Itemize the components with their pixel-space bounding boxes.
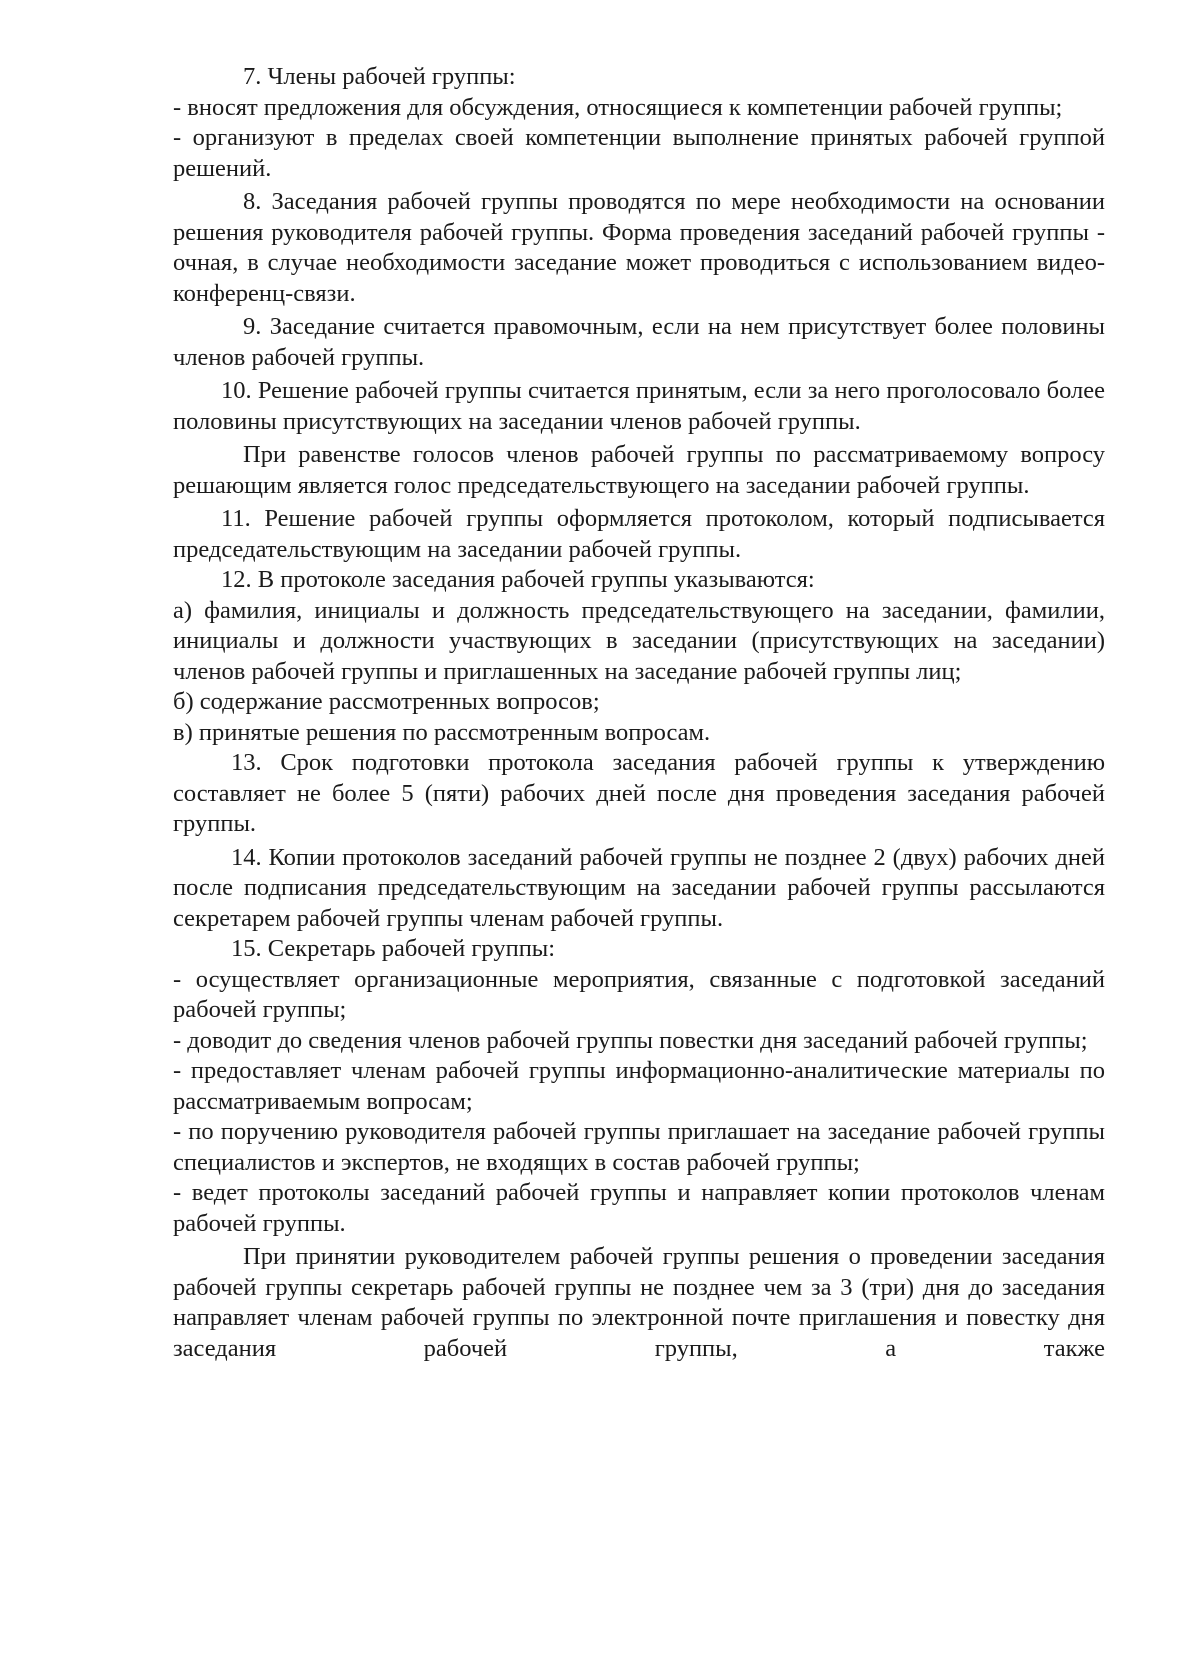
paragraph-item-10: 10. Решение рабочей группы считается принятым, если за него проголосовало более половины присутствующих на заседании членов рабочей группы.: [173, 377, 1105, 435]
list-item-organize: - организуют в пределах своей компетенции выполнение принятых рабочей группой решений.: [173, 124, 1105, 182]
paragraph-item-8: 8. Заседания рабочей группы проводятся по мере необходимости на основании решения руководителя рабочей группы. Форма проведения заседаний рабочей группы - очная, в случае необходимости заседание может проводиться с использованием видео-конференц-связи.: [173, 188, 1105, 307]
paragraph-meeting-notice: При принятии руководителем рабочей группы решения о проведении заседания рабочей группы секретарь рабочей группы не позднее чем за 3 (три) дня до заседания направляет членам рабочей группы по электронной почте приглашения и повестку дня заседания рабочей группы, а также: [173, 1243, 1105, 1362]
list-item-a: а) фамилия, инициалы и должность председательствующего на заседании, фамилии, инициалы и должности участвующих в заседании (присутствующих на заседании) членов рабочей группы и приглашенных на заседание рабочей группы лиц;: [173, 596, 1105, 685]
paragraph-item-14: 14. Копии протоколов заседаний рабочей группы не позднее 2 (двух) рабочих дней после подписания председательствующим на заседании рабочей группы рассылаются секретарем рабочей группы членам рабочей группы.: [173, 843, 1105, 932]
paragraph-item-9: 9. Заседание считается правомочным, если на нем присутствует более половины членов рабочей группы.: [173, 313, 1105, 371]
list-item-organizational: - осуществляет организационные мероприятия, связанные с подготовкой заседаний рабочей группы;: [173, 965, 1105, 1023]
paragraph-item-13: 13. Срок подготовки протокола заседания рабочей группы к утверждению составляет не более 5 (пяти) рабочих дней после дня проведения заседания рабочей группы.: [173, 749, 1105, 837]
document-body: [173, 62, 1105, 1364]
paragraph-item-7: 7. Члены рабочей группы:: [243, 63, 516, 90]
list-item-invites: - по поручению руководителя рабочей группы приглашает на заседание рабочей группы специалистов и экспертов, не входящих в состав рабочей группы;: [173, 1118, 1105, 1176]
list-item-proposals: - вносят предложения для обсуждения, относящиеся к компетенции рабочей группы;: [173, 93, 1063, 121]
paragraph-item-11: 11. Решение рабочей группы оформляется протоколом, который подписывается председательствующим на заседании рабочей группы.: [173, 505, 1105, 563]
list-item-materials: - предоставляет членам рабочей группы информационно-аналитические материалы по рассматриваемым вопросам;: [173, 1057, 1105, 1115]
paragraph-equal-votes: При равенстве голосов членов рабочей группы по рассматриваемому вопросу решающим является голос председательствующего на заседании рабочей группы.: [173, 441, 1105, 499]
list-item-agenda: - доводит до сведения членов рабочей группы повестки дня заседаний рабочей группы;: [173, 1026, 1088, 1054]
list-item-protocols: - ведет протоколы заседаний рабочей группы и направляет копии протоколов членам рабочей группы.: [173, 1179, 1105, 1237]
paragraph-item-12: 12. В протоколе заседания рабочей группы указываются:: [221, 566, 815, 593]
list-item-v: в) принятые решения по рассмотренным вопросам.: [173, 718, 711, 746]
list-item-b: б) содержание рассмотренных вопросов;: [173, 688, 600, 715]
paragraph-item-15: 15. Секретарь рабочей группы:: [231, 935, 556, 962]
